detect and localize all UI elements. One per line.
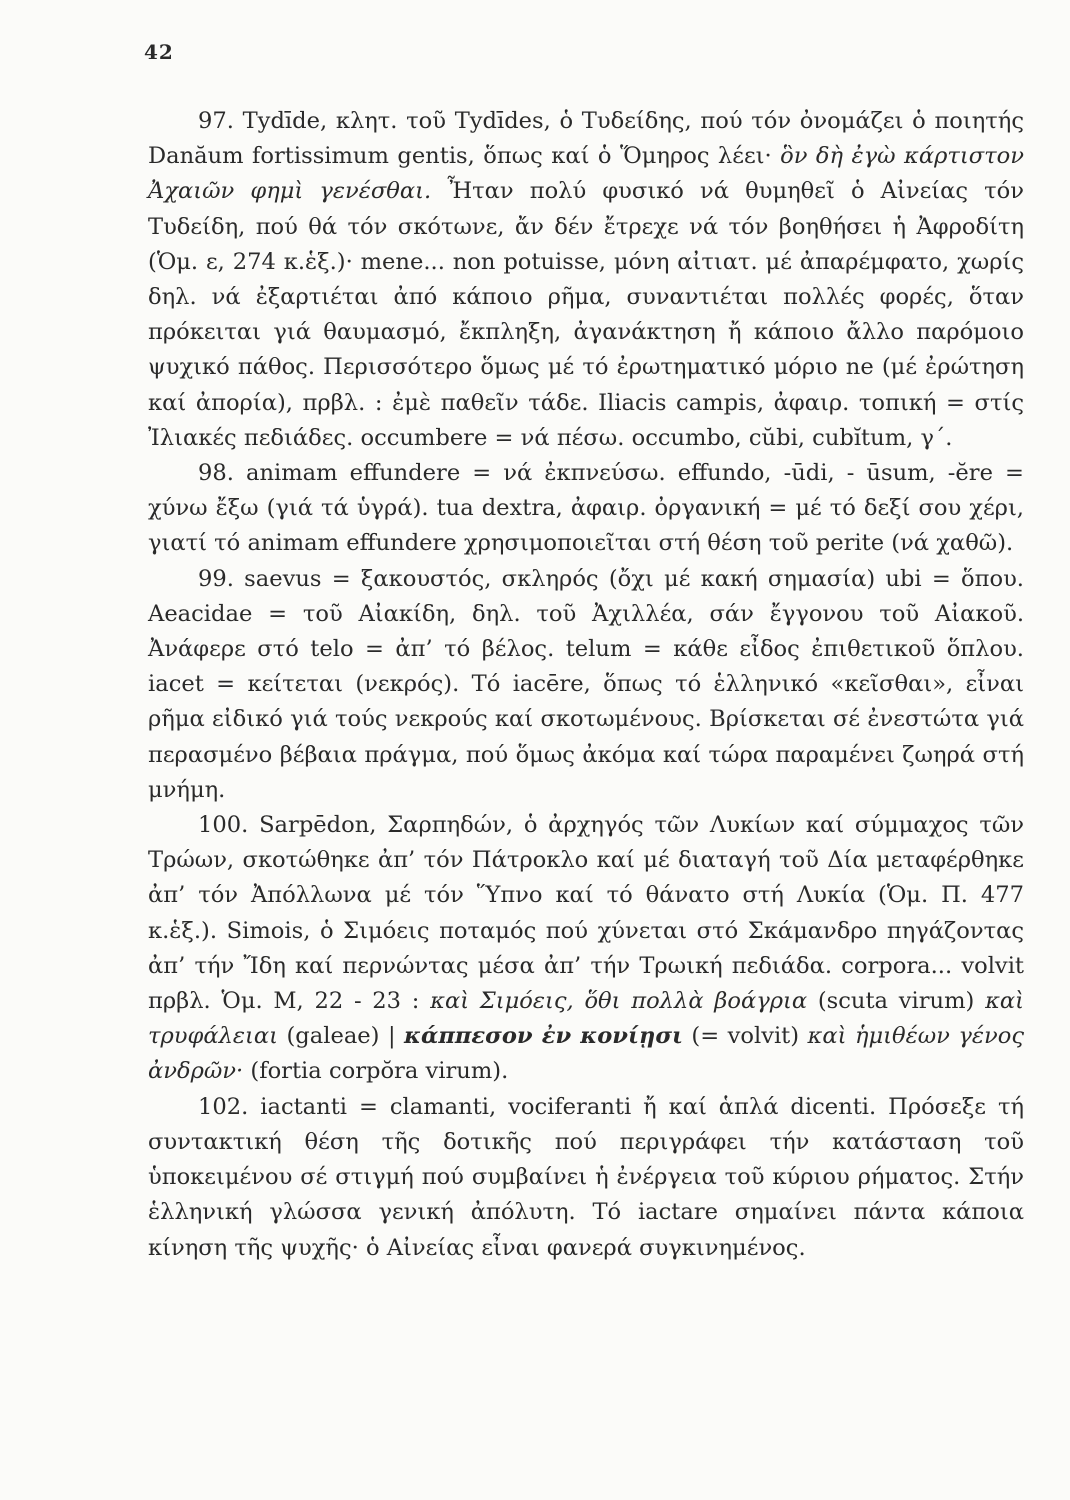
text-run: (galeae) | <box>278 1023 405 1050</box>
text-run: (scuta virum) <box>807 988 986 1015</box>
note-paragraph-102 <box>148 1090 1024 1266</box>
italic-quote: καὶ τρυφάλειαι <box>148 988 1024 1050</box>
text-run: 102. iactanti = clamanti, vociferanti ἤ καί ἁπλά dicenti. Πρόσεξε τή συντακτική θέση τῆς δοτικῆς πού περιγράφει τήν κατάσταση τοῦ ὑποκειμένου σέ στιγμή πού συμβαίνει ἡ ἐνέργεια τοῦ κύριου ρήματος. Στήν ἑλληνική γλώσσα γενική ἀπόλυτη. Τό iactare σημαίνει πάντα κάποια κίνηση τῆς ψυχῆς· ὁ Αἰνείας εἶναι φανερά συγκινημένος. <box>148 1093 1024 1261</box>
text-run: 99. saevus = ξακουστός, σκληρός (ὄχι μέ κακή σημασία) ubi = ὅπου. Aeacidae = τοῦ Αἰακίδη, δηλ. τοῦ Ἀχιλλέα, σάν ἔγγονου τοῦ Αἰακοῦ. Ἀνάφερε στό telo = ἀπ’ τό βέλος. telum = κάθε εἶδος ἐπιθετικοῦ ὅπλου. iacet = κείτεται (νεκρός). Τό iacēre, ὅπως τό ἑλληνικό «κεῖσθαι», εἶναι ρῆμα εἰδικό γιά τούς νεκρούς καί σκοτωμένους. Βρίσκεται σέ ἐνεστώτα γιά περασμένο βέβαια πράγμα, πού ὅμως ἀκόμα καί τώρα παραμένει ζωηρά στή μνήμη. <box>148 565 1024 803</box>
italic-quote: ὃν δὴ ἐγὼ κάρτιστον Ἀχαιῶν φημὶ γενέσθαι. <box>148 143 1024 205</box>
note-paragraph-97 <box>148 104 1024 456</box>
note-paragraph-98 <box>148 456 1024 562</box>
note-paragraph-100 <box>148 808 1024 1090</box>
text-run: 98. animam effundere = νά ἐκπνεύσω. effundo, -ūdi, - ūsum, -ĕre = χύνω ἔξω (γιά τά ὑγρά). tua dextra, ἀφαιρ. ὀργανική = μέ τό δεξί σου χέρι, γιατί τό animam effundere χρησιμοποιεῖται στή θέση τοῦ perite (νά χαθῶ). <box>148 460 1024 557</box>
text-run: Ἦταν πολύ φυσικό νά θυμηθεῖ ὁ Αἰνείας τόν Τυδείδη, πού θά τόν σκότωνε, ἄν δέν ἔτρεχε νά τόν βοηθήσει ἡ Ἀφροδίτη (Ὁμ. ε, 274 κ.ἑξ.)· mene... non potuisse, μόνη αἰτιατ. μέ ἀπαρέμφατο, χωρίς δηλ. νά ἐξαρτιέται ἀπό κάποιο ρῆμα, συναντιέται πολλές φορές, ὅταν πρόκειται γιά θαυμασμό, ἔκπληξη, ἀγανάκτηση ἤ κάποιο ἄλλο παρόμοιο ψυχικό πάθος. Περισσότερο ὅμως μέ τό ἐρωτηματικό μόριο ne (μέ ἐρώτηση καί ἀπορία), πρβλ. : ἐμὲ παθεῖν τάδε. Iliacis campis, ἀφαιρ. τοπική = στίς Ἰλιακές πεδιάδες. occumbere = νά πέσω. occumbo, cŭbi, cubĭtum, γ΄. <box>148 178 1024 451</box>
italic-quote: καὶ Σιμόεις, ὅθι πολλὰ βοάγρια <box>430 988 808 1015</box>
italic-quote: καὶ ἡμιθέων γένος ἀνδρῶν· <box>148 1023 1024 1085</box>
bold-quote: κάππεσον ἐν κονίῃσι <box>404 1023 683 1050</box>
text-run: (fortia corpŏra virum). <box>243 1058 509 1085</box>
note-paragraph-99 <box>148 562 1024 808</box>
text-run: 100. Sarpēdon, Σαρπηδών, ὁ ἀρχηγός τῶν Λυκίων καί σύμμαχος τῶν Τρώων, σκοτώθηκε ἀπ’ τόν Πάτροκλο καί μέ διαταγή τοῦ Δία μεταφέρθηκε ἀπ’ τόν Ἀπόλλωνα μέ τόν Ὕπνο καί τό θάνατο στή Λυκία (Ὁμ. Π. 477 κ.ἑξ.). Simois, ὁ Σιμόεις ποταμός πού χύνεται στό Σκάμανδρο πηγάζοντας ἀπ’ τήν Ἴδη καί περνώντας μέσα ἀπ’ τήν Τρωική πεδιάδα. corpora... volvit πρβλ. Ὁμ. Μ, 22 - 23 : <box>148 812 1024 1015</box>
text-run: 97. Tydīde, κλητ. τοῦ Tydīdes, ὁ Τυδείδης, πού τόν ὀνομάζει ὁ ποιητής Danăum fortissimum gentis, ὅπως καί ὁ Ὅμηρος λέει· <box>148 108 1024 170</box>
commentary-text <box>148 104 1024 1266</box>
text-run: (= volvit) <box>682 1023 808 1050</box>
page-number: 42 <box>144 40 174 64</box>
